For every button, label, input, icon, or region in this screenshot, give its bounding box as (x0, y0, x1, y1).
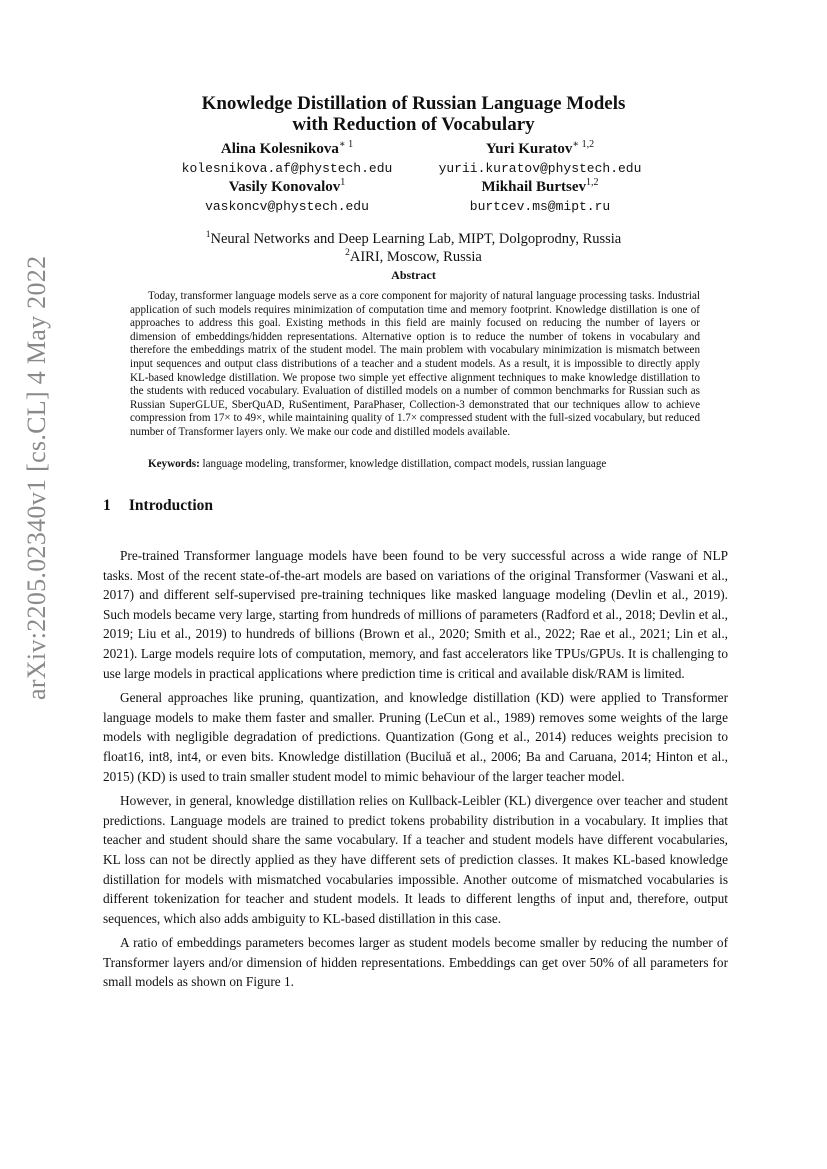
abstract-heading: Abstract (391, 268, 436, 282)
author-email[interactable]: kolesnikova.af@phystech.edu (181, 161, 393, 176)
author-block-2 (390, 135, 690, 178)
body-paragraph: Pre-trained Transformer language models have been found to be very successful across a wide range of NLP tasks. Most of the recent state-of-the-art models are based on variations of the original Transformer (Vaswani et al., 2017) and different self-supervised pre-training techniques like masked language modeling (Devlin et al., 2019). Such models became very large, starting from hundreds of millions of parameters (Radford et al., 2018; Devlin et al., 2019; Liu et al., 2019) to hundreds of billions (Brown et al., 2020; Smith et al., 2022; Rae et al., 2021; Lin et al., 2021). Large models require lots of computation, memory, and fast accelerators like TPUs/GPUs. It is challenging to use large models in practical applications where prediction time is critical and available disk/RAM is limited. (103, 548, 728, 681)
author-name: Mikhail Burtsev (481, 179, 587, 195)
author-name: Vasily Konovalov (228, 179, 341, 195)
body-paragraph: However, in general, knowledge distillation relies on Kullback-Leibler (KL) divergence over teacher and student predictions. Language models are trained to predict tokens probability distribution in a vocabulary. It implies that teacher and student should share the same vocabulary. If a teacher and student models have different vocabularies, KL loss can not be directly applied as they have different sets of prediction classes. It makes KL-based knowledge distillation for models with mismatched vocabularies impossible. Another outcome of mismatched vocabularies is different tokenization for teacher and student models. It leads to different lengths of input and, therefore, output sequences, which also adds ambiguity to KL-based distillation in this case. (103, 793, 728, 926)
affiliation-2 (120, 243, 707, 267)
author-affiliation-mark: ∗ 1,2 (572, 139, 595, 150)
affiliation-text: Neural Networks and Deep Learning Lab, MIPT, Dolgoprodny, Russia (210, 230, 622, 247)
keywords-line (148, 458, 708, 472)
abstract-text: Today, transformer language models serve as a core component for majority of natural language processing tasks. Industrial application of such models requires minimization of computation time and memory footprint. Knowledge distillation is one of approaches to address this goal. Existing methods in this field are mainly focused on reducing the number of layers or dimension of embeddings/hidden representations. Alternative option is to reduce the number of tokens in vocabulary and therefore the embeddings matrix of the student model. The main problem with vocabulary minimization is mismatch between input sequences and output class distributions of a teacher and a student models. As a result, it is impossible to directly apply KL-based knowledge distillation. We propose two simple yet effective alignment techniques to make knowledge distillation to the students with reduced vocabulary. Evaluation of distilled models on a number of common benchmarks for Russian such as Russian SuperGLUE, SberQuAD, RuSentiment, ParaPhaser, Collection-3 demonstrated that our techniques allow to achieve compression from 17× to 49×, while maintaining quality of 1.7× compressed student with the full-sized vocabulary, but reduced number of Transformer layers only. We make our code and distilled models available. (130, 290, 700, 438)
section-heading-introduction (103, 497, 213, 515)
author-affiliation-mark: 1,2 (586, 177, 599, 188)
author-name: Alina Kolesnikova (220, 141, 339, 157)
section-number: 1 (103, 497, 111, 514)
body-paragraph: General approaches like pruning, quantization, and knowledge distillation (KD) were applied to Transformer language models to make them faster and smaller. Pruning (LeCun et al., 1989) removes some weights of the large models with negligible degradation of predictions. Quantization (Gong et al., 2014) reduces weights precision to float16, int8, int4, or even bits. Knowledge distillation (Buciluă et al., 2006; Ba and Caruana, 2014; Hinton et al., 2015) (KD) is used to train smaller student model to mimic behaviour of the larger teacher model. (103, 690, 728, 784)
keywords-label: Keywords: (148, 458, 200, 470)
affiliation-mark: 1 (205, 230, 211, 240)
body-paragraph: A ratio of embeddings parameters becomes larger as student models become smaller by reducing the number of Transformer layers and/or dimension of hidden representations. Embeddings can get over 50% of all parameters for small models as shown on Figure 1. (103, 935, 728, 990)
author-email[interactable]: burtcev.ms@mipt.ru (469, 199, 611, 214)
author-block-4 (390, 173, 690, 216)
abstract-body (130, 290, 700, 440)
introduction-body (103, 546, 728, 997)
author-email[interactable]: vaskoncv@phystech.edu (205, 199, 369, 214)
title-line-1: Knowledge Distillation of Russian Language Models (201, 93, 626, 114)
arxiv-identifier-stamp: arXiv:2205.02340v1 [cs.CL] 4 May 2022 (22, 255, 51, 700)
author-email[interactable]: yurii.kuratov@phystech.edu (438, 161, 642, 176)
author-name: Yuri Kuratov (485, 141, 573, 157)
affiliation-mark: 2 (345, 248, 350, 258)
section-title: Introduction (128, 497, 213, 514)
affiliation-text: AIRI, Moscow, Russia (349, 248, 482, 265)
author-affiliation-mark: ∗ 1 (338, 139, 354, 150)
keywords-text: language modeling, transformer, knowledge distillation, compact models, russian language (202, 458, 607, 470)
author-affiliation-mark: 1 (340, 177, 346, 188)
title-line-2: with Reduction of Vocabulary (292, 114, 535, 135)
paper-title (120, 93, 707, 135)
